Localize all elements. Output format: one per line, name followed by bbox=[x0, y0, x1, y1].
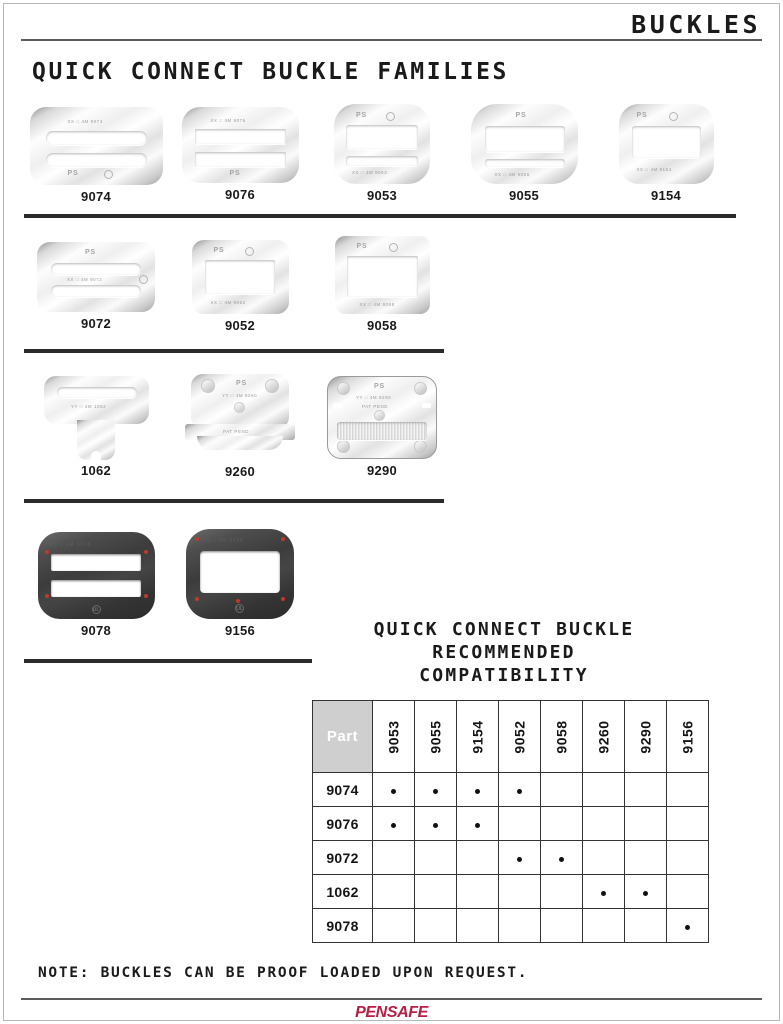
column-header-label: 9052 bbox=[511, 719, 528, 754]
buckle-slot bbox=[200, 551, 280, 593]
rivet-icon bbox=[195, 537, 199, 541]
column-header-9053 bbox=[373, 701, 415, 773]
cell-9072-9055 bbox=[415, 841, 457, 875]
buckle-notch bbox=[91, 451, 101, 460]
table-row bbox=[313, 841, 709, 875]
compatible-dot-icon bbox=[391, 789, 396, 794]
cell-9078-9053 bbox=[373, 909, 415, 943]
table-body bbox=[313, 773, 709, 943]
column-header-part: Part bbox=[313, 701, 373, 773]
buckle-slot bbox=[347, 256, 418, 297]
rivet-icon bbox=[201, 379, 215, 393]
cell-9074-9053 bbox=[373, 773, 415, 807]
compatible-dot-icon bbox=[517, 789, 522, 794]
rivet-icon bbox=[144, 594, 148, 598]
buckle-ps-mark: PS bbox=[356, 243, 368, 250]
section-divider-1 bbox=[24, 214, 736, 218]
cell-9078-9052 bbox=[499, 909, 541, 943]
buckle-ps-mark: PS bbox=[213, 247, 225, 254]
buckle-stamp: YY □ 4M 9260 bbox=[222, 393, 258, 398]
buckle-item-1062[interactable] bbox=[26, 376, 166, 478]
buckle-slot bbox=[485, 126, 565, 152]
cell-1062-9260 bbox=[583, 875, 625, 909]
column-header-label: 9156 bbox=[679, 719, 696, 754]
column-header-9260 bbox=[583, 701, 625, 773]
buckle-ps-mark: PS bbox=[515, 112, 527, 119]
table-row bbox=[313, 875, 709, 909]
cell-1062-9053 bbox=[373, 875, 415, 909]
buckle-label: 9154 bbox=[650, 188, 682, 203]
buckle-label: 9076 bbox=[224, 187, 256, 202]
cell-1062-9156 bbox=[667, 875, 709, 909]
buckle-item-9052[interactable] bbox=[170, 240, 310, 333]
cell-9074-9052 bbox=[499, 773, 541, 807]
cell-9074-9154 bbox=[457, 773, 499, 807]
rivet-icon bbox=[265, 379, 279, 393]
buckle-label: 9055 bbox=[508, 188, 540, 203]
row-header-9074: 9074 bbox=[313, 773, 373, 807]
rivet-icon bbox=[281, 537, 285, 541]
buckle-label: 9260 bbox=[224, 464, 256, 479]
buckle-ps-mark: PS bbox=[85, 249, 96, 256]
cell-9072-9058 bbox=[541, 841, 583, 875]
buckle-item-9076[interactable] bbox=[170, 107, 310, 202]
buckle-art-1062 bbox=[36, 376, 156, 461]
page-title: BUCKLES bbox=[631, 10, 761, 39]
buckle-stamp: PS □ 4M 9078 bbox=[49, 542, 92, 548]
table-header bbox=[313, 701, 709, 773]
column-header-label: 9154 bbox=[469, 719, 486, 754]
row-header-9072: 9072 bbox=[313, 841, 373, 875]
buckle-stamp: XX □ 4M 9076 bbox=[210, 118, 246, 123]
buckle-label: 9156 bbox=[224, 623, 256, 638]
buckle-slot bbox=[195, 152, 286, 167]
cell-9076-9053 bbox=[373, 807, 415, 841]
cell-9072-9290 bbox=[625, 841, 667, 875]
buckle-slot bbox=[46, 153, 147, 167]
cell-1062-9154 bbox=[457, 875, 499, 909]
buckle-item-9154[interactable] bbox=[596, 104, 736, 203]
buckle-stamp: XX □ 4M 9154 bbox=[636, 167, 672, 172]
buckle-patent-stamp: PAT PEND bbox=[223, 429, 250, 434]
rivet-icon bbox=[195, 597, 199, 601]
buckle-port bbox=[422, 403, 431, 408]
buckle-art-9072 bbox=[37, 242, 155, 312]
buckle-slot bbox=[346, 125, 418, 149]
cell-9074-9058 bbox=[541, 773, 583, 807]
cell-9074-9290 bbox=[625, 773, 667, 807]
buckle-label: 9290 bbox=[366, 463, 398, 478]
buckle-stamp: XX □ 4M 9074 bbox=[67, 119, 103, 124]
table-row bbox=[313, 807, 709, 841]
buckle-art-9156 bbox=[186, 529, 294, 619]
buckle-ps-mark: PS bbox=[236, 380, 247, 387]
buckle-stamp: YY □ 4M 1062 bbox=[71, 404, 107, 409]
column-header-9290 bbox=[625, 701, 667, 773]
buckle-stamp: XX □ 4M 9052 bbox=[210, 300, 246, 305]
buckle-body bbox=[327, 376, 437, 459]
buckle-ps-mark: PS bbox=[374, 383, 385, 390]
compatibility-table bbox=[312, 700, 709, 943]
rivet-icon bbox=[45, 550, 49, 554]
cell-9072-9154 bbox=[457, 841, 499, 875]
buckle-ps-mark: PS bbox=[636, 112, 648, 119]
cell-1062-9055 bbox=[415, 875, 457, 909]
table-row bbox=[313, 773, 709, 807]
cell-9074-9055 bbox=[415, 773, 457, 807]
buckle-label: 9052 bbox=[224, 318, 256, 333]
cell-9076-9290 bbox=[625, 807, 667, 841]
section-divider-4 bbox=[24, 659, 312, 663]
column-header-label: 9058 bbox=[553, 719, 570, 754]
cell-1062-9290 bbox=[625, 875, 667, 909]
buckle-slot bbox=[51, 580, 141, 597]
buckle-ps-mark: PS bbox=[356, 112, 367, 119]
compatible-dot-icon bbox=[559, 857, 564, 862]
buckle-art-9260 bbox=[185, 374, 295, 461]
buckle-label: 1062 bbox=[80, 463, 112, 478]
buckle-slot bbox=[632, 126, 701, 158]
buckle-art-9074 bbox=[30, 107, 163, 185]
ul-listing-icon bbox=[386, 112, 395, 121]
compatibility-title-line-1: QUICK CONNECT BUCKLE bbox=[373, 619, 635, 640]
buckle-art-9154 bbox=[619, 104, 714, 184]
compatible-dot-icon bbox=[601, 891, 606, 896]
cell-9074-9260 bbox=[583, 773, 625, 807]
rivet-icon bbox=[144, 550, 148, 554]
buckle-stamp: XX □ 4M 9053 bbox=[352, 170, 388, 175]
cell-9072-9260 bbox=[583, 841, 625, 875]
cell-9076-9156 bbox=[667, 807, 709, 841]
cell-9078-9156 bbox=[667, 909, 709, 943]
table-row bbox=[313, 909, 709, 943]
buckle-slot bbox=[57, 387, 137, 398]
column-header-label: 9055 bbox=[427, 719, 444, 754]
buckle-port bbox=[333, 403, 342, 408]
cell-9076-9058 bbox=[541, 807, 583, 841]
buckle-head bbox=[44, 376, 149, 424]
rivet-icon bbox=[414, 382, 427, 395]
compatibility-title-line-3: COMPATIBILITY bbox=[419, 665, 589, 686]
brand-logo bbox=[4, 1004, 779, 1022]
buckle-stamp: PS □ 4M 9156 bbox=[202, 538, 244, 544]
rivet-icon bbox=[414, 440, 427, 453]
buckle-slot bbox=[346, 156, 418, 166]
buckle-item-9078[interactable] bbox=[26, 532, 166, 638]
cell-9072-9156 bbox=[667, 841, 709, 875]
cell-9078-9260 bbox=[583, 909, 625, 943]
buckle-item-9053[interactable] bbox=[312, 104, 452, 203]
buckle-slot bbox=[46, 131, 147, 145]
column-header-label: 9053 bbox=[385, 719, 402, 754]
compatible-dot-icon bbox=[475, 789, 480, 794]
ul-listing-icon bbox=[245, 247, 254, 256]
brand-logo-safe: SAFE bbox=[386, 1004, 428, 1021]
cell-9076-9154 bbox=[457, 807, 499, 841]
ul-listing-icon bbox=[669, 112, 678, 121]
ul-listing-icon: UL bbox=[236, 606, 243, 612]
buckle-label: 9053 bbox=[366, 188, 398, 203]
buckle-slot bbox=[51, 285, 141, 297]
buckle-art-9290 bbox=[322, 376, 442, 461]
buckle-art-9053 bbox=[334, 104, 430, 184]
page-canvas bbox=[3, 3, 780, 1021]
cell-9076-9052 bbox=[499, 807, 541, 841]
rivet-icon bbox=[337, 440, 350, 453]
table-header-row bbox=[313, 701, 709, 773]
rivet-icon bbox=[236, 599, 240, 603]
ul-listing-icon bbox=[389, 243, 398, 252]
rivet-icon bbox=[374, 410, 385, 421]
buckle-stamp: XX □ 4M 9072 bbox=[67, 277, 103, 282]
buckle-webbing-slot bbox=[337, 422, 427, 440]
row-header-1062: 1062 bbox=[313, 875, 373, 909]
ul-listing-icon bbox=[139, 275, 148, 284]
buckle-slot bbox=[485, 159, 565, 167]
cell-1062-9052 bbox=[499, 875, 541, 909]
buckle-slot bbox=[51, 554, 141, 571]
buckle-item-9055[interactable] bbox=[454, 104, 594, 203]
section-divider-3 bbox=[24, 499, 444, 503]
buckle-art-9055 bbox=[471, 104, 578, 184]
buckle-item-9260[interactable] bbox=[170, 374, 310, 479]
cell-9072-9053 bbox=[373, 841, 415, 875]
buckle-ps-mark: PS bbox=[67, 170, 79, 177]
buckle-stamp: XX □ 4M 9058 bbox=[359, 302, 395, 307]
buckle-item-9156[interactable] bbox=[170, 529, 310, 638]
buckle-item-9058[interactable] bbox=[312, 236, 452, 333]
buckle-patent-stamp: PAT PEND bbox=[362, 404, 389, 409]
section-title: QUICK CONNECT BUCKLE FAMILIES bbox=[32, 59, 509, 85]
buckle-item-9072[interactable] bbox=[26, 242, 166, 331]
buckle-item-9290[interactable] bbox=[312, 376, 452, 478]
cell-9076-9055 bbox=[415, 807, 457, 841]
compatible-dot-icon bbox=[433, 823, 438, 828]
buckle-art-9076 bbox=[182, 107, 299, 183]
buckle-slot bbox=[195, 129, 286, 144]
compatible-dot-icon bbox=[685, 925, 690, 930]
cell-9076-9260 bbox=[583, 807, 625, 841]
cell-9078-9290 bbox=[625, 909, 667, 943]
buckle-label: 9074 bbox=[80, 189, 112, 204]
column-header-9055 bbox=[415, 701, 457, 773]
compatible-dot-icon bbox=[517, 857, 522, 862]
buckle-ps-mark: PS bbox=[229, 170, 241, 177]
column-header-9052 bbox=[499, 701, 541, 773]
buckle-base bbox=[197, 436, 283, 450]
cell-9078-9058 bbox=[541, 909, 583, 943]
buckle-art-9078 bbox=[38, 532, 155, 619]
buckle-body bbox=[191, 374, 289, 429]
compatibility-title-line-2: RECOMMENDED bbox=[432, 642, 576, 663]
buckle-slot bbox=[205, 260, 275, 294]
column-header-label: 9260 bbox=[595, 719, 612, 754]
ul-listing-icon bbox=[104, 170, 113, 179]
buckle-label: 9072 bbox=[80, 316, 112, 331]
rivet-icon bbox=[234, 402, 245, 413]
column-header-9156 bbox=[667, 701, 709, 773]
header-divider bbox=[21, 39, 762, 41]
rivet-icon bbox=[281, 597, 285, 601]
rivet-icon bbox=[45, 594, 49, 598]
cell-9074-9156 bbox=[667, 773, 709, 807]
compatible-dot-icon bbox=[475, 823, 480, 828]
compatible-dot-icon bbox=[391, 823, 396, 828]
buckle-label: 9078 bbox=[80, 623, 112, 638]
cell-9078-9154 bbox=[457, 909, 499, 943]
row-header-9078: 9078 bbox=[313, 909, 373, 943]
cell-9078-9055 bbox=[415, 909, 457, 943]
compatibility-title bbox=[304, 618, 704, 687]
column-header-label: 9290 bbox=[637, 719, 654, 754]
cell-9072-9052 bbox=[499, 841, 541, 875]
compatible-dot-icon bbox=[433, 789, 438, 794]
page-header bbox=[4, 4, 779, 44]
cell-1062-9058 bbox=[541, 875, 583, 909]
buckle-stamp: XX □ 4M 9055 bbox=[494, 172, 530, 177]
section-divider-2 bbox=[24, 349, 444, 353]
column-header-9154 bbox=[457, 701, 499, 773]
brand-logo-pen: PEN bbox=[355, 1004, 387, 1021]
buckle-stem bbox=[77, 420, 115, 460]
row-header-9076: 9076 bbox=[313, 807, 373, 841]
buckle-art-9058 bbox=[335, 236, 430, 314]
buckle-stamp: YY □ 4M 9290 bbox=[356, 395, 392, 400]
buckle-item-9074[interactable] bbox=[26, 107, 166, 204]
buckle-art-9052 bbox=[192, 240, 289, 314]
ul-listing-icon: UL bbox=[92, 607, 100, 613]
note-text: NOTE: BUCKLES CAN BE PROOF LOADED UPON REQUEST. bbox=[38, 965, 529, 981]
rivet-icon bbox=[337, 382, 350, 395]
buckle-label: 9058 bbox=[366, 318, 398, 333]
compatible-dot-icon bbox=[643, 891, 648, 896]
footer-divider bbox=[21, 998, 762, 1000]
buckle-slot bbox=[51, 263, 141, 275]
column-header-9058 bbox=[541, 701, 583, 773]
